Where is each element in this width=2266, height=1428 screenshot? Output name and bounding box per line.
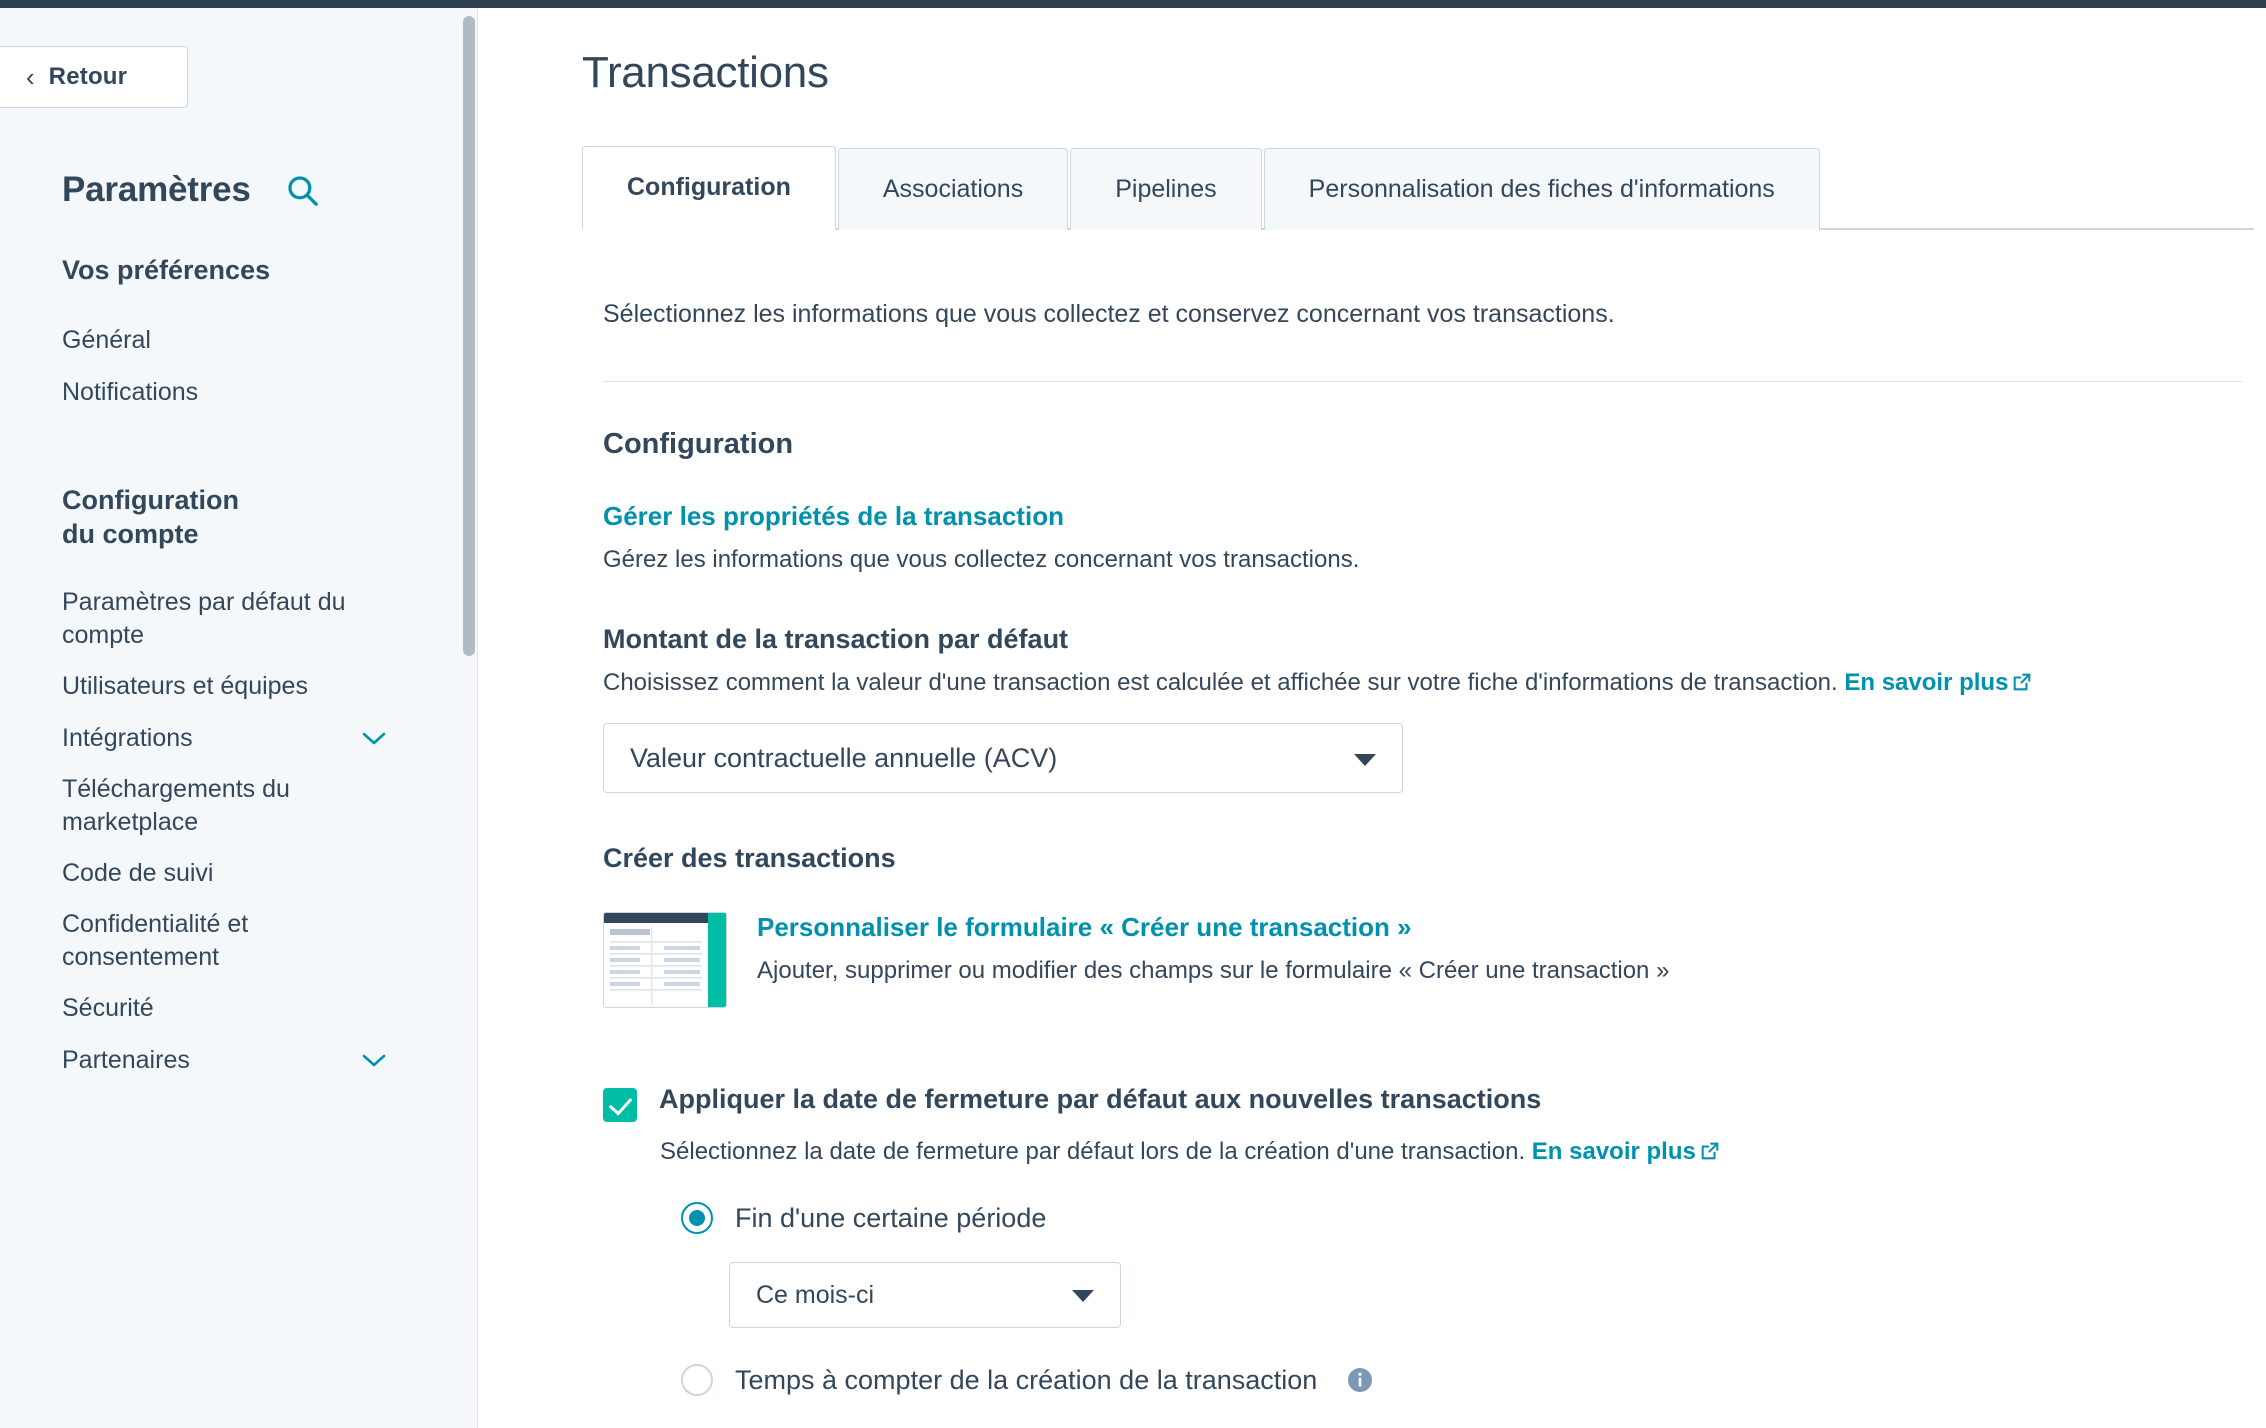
chevron-down-icon[interactable] bbox=[1352, 743, 1378, 774]
tab-bar bbox=[582, 144, 2254, 230]
sidebar-item-partners[interactable] bbox=[0, 1034, 477, 1086]
chevron-down-icon[interactable] bbox=[361, 722, 415, 755]
sidebar-header bbox=[62, 170, 477, 210]
back-button-label: Retour bbox=[48, 63, 128, 90]
close-date-learn-more-link[interactable]: En savoir plus bbox=[1531, 1138, 1696, 1165]
sidebar-nav bbox=[0, 254, 477, 1086]
default-close-date-checkbox-row[interactable] bbox=[603, 1084, 2266, 1122]
default-amount-select[interactable] bbox=[603, 723, 1403, 793]
radio-time-from-creation[interactable] bbox=[681, 1364, 713, 1396]
sidebar-item-label: Général bbox=[62, 325, 151, 354]
tab-record-customization[interactable]: Personnalisation des fiches d'informations bbox=[1264, 148, 1820, 230]
create-deal-form-card bbox=[603, 912, 2266, 1008]
default-close-date-description-text: Sélectionnez la date de fermeture par défaut lors de la création d'une transaction. bbox=[660, 1138, 1526, 1165]
default-amount-label: Montant de la transaction par défaut bbox=[603, 624, 1069, 654]
close-date-period-select[interactable] bbox=[729, 1262, 1121, 1328]
sidebar-item-privacy-consent[interactable] bbox=[0, 899, 477, 982]
default-amount-learn-more-link[interactable]: En savoir plus bbox=[1844, 669, 2009, 696]
default-close-date-checkbox[interactable] bbox=[603, 1088, 637, 1122]
chevron-left-icon: ‹ bbox=[26, 62, 35, 92]
section-title-configuration: Configuration bbox=[603, 428, 794, 460]
default-amount-description bbox=[603, 669, 2266, 697]
customize-create-deal-form-link[interactable]: Personnaliser le formulaire « Créer une transaction » bbox=[757, 912, 1412, 942]
sidebar-item-label: Téléchargements du marketplace bbox=[62, 775, 290, 836]
default-close-date-description bbox=[660, 1138, 2266, 1166]
tab-pipelines[interactable]: Pipelines bbox=[1070, 148, 1261, 230]
radio-end-of-period[interactable] bbox=[681, 1202, 713, 1234]
tab-associations[interactable]: Associations bbox=[838, 148, 1068, 230]
default-amount-description-text: Choisissez comment la valeur d'une transaction est calculée et affichée sur votre fiche d'informations de transaction. bbox=[603, 669, 1838, 696]
window-top-bar bbox=[0, 0, 2266, 8]
sidebar-item-marketplace-downloads[interactable] bbox=[0, 764, 477, 847]
sidebar-item-label: Utilisateurs et équipes bbox=[62, 672, 308, 700]
sidebar-item-integrations[interactable] bbox=[0, 712, 477, 764]
close-date-option-time-from-creation-row[interactable] bbox=[681, 1364, 2266, 1396]
sidebar-title: Paramètres bbox=[62, 170, 251, 209]
sidebar-item-label: Intégrations bbox=[62, 724, 193, 752]
info-icon[interactable] bbox=[1339, 1367, 1373, 1394]
sidebar-scrollbar-thumb[interactable] bbox=[463, 16, 475, 656]
main-content bbox=[478, 8, 2266, 1428]
manage-deal-properties-description: Gérez les informations que vous collectez concernant vos transactions. bbox=[603, 546, 1360, 573]
sidebar-item-general[interactable] bbox=[0, 314, 477, 366]
sidebar-item-label: Sécurité bbox=[62, 994, 154, 1022]
sidebar-item-users-teams[interactable] bbox=[0, 660, 477, 712]
page-title: Transactions bbox=[582, 48, 829, 97]
sidebar-item-label: Code de suivi bbox=[62, 859, 214, 887]
form-preview-thumbnail bbox=[603, 912, 727, 1008]
external-link-icon[interactable] bbox=[1696, 1138, 1719, 1165]
panel-intro-text: Sélectionnez les informations que vous collectez et conservez concernant vos transactions. bbox=[603, 300, 1615, 328]
radio-time-from-creation-label: Temps à compter de la création de la transaction bbox=[735, 1364, 1318, 1395]
external-link-icon[interactable] bbox=[2008, 669, 2031, 696]
sidebar-scrollbar[interactable] bbox=[463, 8, 475, 1428]
search-icon[interactable] bbox=[285, 173, 319, 207]
close-date-option-end-of-period-row[interactable] bbox=[681, 1202, 2266, 1234]
sidebar-item-account-defaults[interactable] bbox=[0, 577, 477, 660]
sidebar-item-label: Confidentialité et consentement bbox=[62, 910, 249, 971]
default-close-date-checkbox-label: Appliquer la date de fermeture par défaut aux nouvelles transactions bbox=[659, 1084, 1542, 1114]
sidebar-group-preferences-title: Vos préférences bbox=[62, 255, 271, 285]
customize-create-deal-form-description: Ajouter, supprimer ou modifier des champs sur le formulaire « Créer une transaction » bbox=[757, 957, 1670, 984]
sidebar-item-tracking-code[interactable] bbox=[0, 847, 477, 899]
radio-end-of-period-label: Fin d'une certaine période bbox=[735, 1202, 1047, 1233]
configuration-panel bbox=[582, 300, 2266, 1396]
sidebar-item-label: Partenaires bbox=[62, 1046, 190, 1074]
close-date-period-select-value: Ce mois-ci bbox=[756, 1280, 875, 1309]
chevron-down-icon[interactable] bbox=[361, 1044, 415, 1077]
settings-page bbox=[0, 8, 2266, 1428]
manage-deal-properties-link[interactable]: Gérer les propriétés de la transaction bbox=[603, 501, 1064, 531]
back-button[interactable] bbox=[0, 46, 188, 108]
create-deal-form-text bbox=[757, 912, 1669, 985]
create-deals-title: Créer des transactions bbox=[603, 843, 896, 873]
sidebar-item-notifications[interactable] bbox=[0, 366, 477, 418]
settings-sidebar bbox=[0, 8, 478, 1428]
default-amount-select-value: Valeur contractuelle annuelle (ACV) bbox=[630, 742, 1058, 773]
sidebar-item-label: Notifications bbox=[62, 377, 199, 406]
divider bbox=[603, 381, 2243, 382]
sidebar-item-label: Paramètres par défaut du compte bbox=[62, 588, 346, 649]
tab-configuration[interactable]: Configuration bbox=[582, 146, 836, 230]
sidebar-item-security[interactable] bbox=[0, 982, 477, 1034]
chevron-down-icon[interactable] bbox=[1070, 1281, 1096, 1310]
sidebar-group-account-title: Configuration du compte bbox=[62, 484, 239, 549]
